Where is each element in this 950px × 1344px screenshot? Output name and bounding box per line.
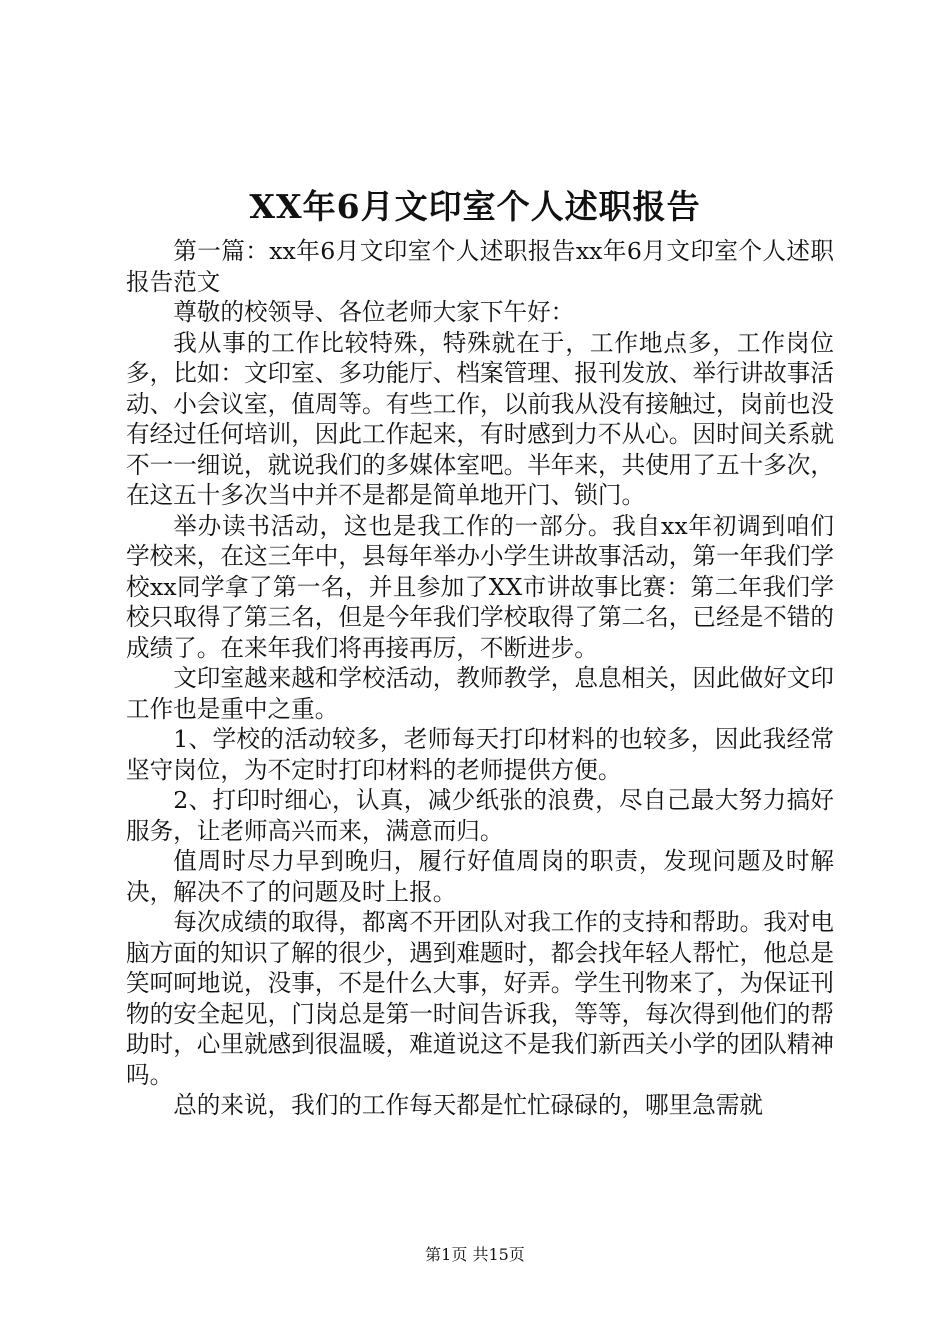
- paragraph: 总的来说，我们的工作每天都是忙忙碌碌的，哪里急需就: [173, 1091, 764, 1119]
- paragraph: 尊敬的校领导、各位老师大家下午好：: [173, 298, 575, 326]
- paragraph: 第一篇：xx年6月文印室个人述职报告xx年6月文印室个人述职报告范文: [126, 237, 834, 296]
- document-body: [126, 236, 834, 1121]
- paragraph: 举办读书活动，这也是我工作的一部分。我自xx年初调到咱们学校来，在这三年中，县每年举办小学生讲故事活动，第一年我们学校xx同学拿了第一名，并且参加了XX市讲故事比赛：第二年我们学校只取得了第三名，但是今年我们学校取得了第二名，已经是不错的成绩了。在来年我们将再接再厉，不断进步。: [126, 511, 834, 662]
- paragraph: 值周时尽力早到晚归，履行好值周岗的职责，发现问题及时解决，解决不了的问题及时上报。: [126, 847, 834, 906]
- paragraph: 1、学校的活动较多，老师每天打印材料的也较多，因此我经常坚守岗位，为不定时打印材料的老师提供方便。: [126, 725, 834, 784]
- page-footer: 第1页 共15页: [425, 1245, 525, 1264]
- paragraph: 我从事的工作比较特殊，特殊就在于，工作地点多，工作岗位多，比如：文印室、多功能厅、档案管理、报刊发放、举行讲故事活动、小会议室，值周等。有些工作，以前我从没有接触过，岗前也没有经过任何培训，因此工作起来，有时感到力不从心。因时间关系就不一一细说，就说我们的多媒体室吧。半年来，共使用了五十多次，在这五十多次当中并不是都是简单地开门、锁门。: [126, 328, 834, 509]
- paragraph: 2、打印时细心，认真，减少纸张的浪费，尽自己最大努力搞好服务，让老师高兴而来，满意而归。: [126, 786, 834, 845]
- paragraph: 文印室越来越和学校活动，教师教学，息息相关，因此做好文印工作也是重中之重。: [126, 664, 834, 723]
- document-title: XX年6月文印室个人述职报告: [249, 187, 701, 226]
- paragraph: 每次成绩的取得，都离不开团队对我工作的支持和帮助。我对电脑方面的知识了解的很少，遇到难题时，都会找年轻人帮忙，他总是笑呵呵地说，没事，不是什么大事，好弄。学生刊物来了，为保证刊物的安全起见，门岗总是第一时间告诉我，等等，每次得到他们的帮助时，心里就感到很温暖，难道说这不是我们新西关小学的团队精神吗。: [126, 908, 834, 1089]
